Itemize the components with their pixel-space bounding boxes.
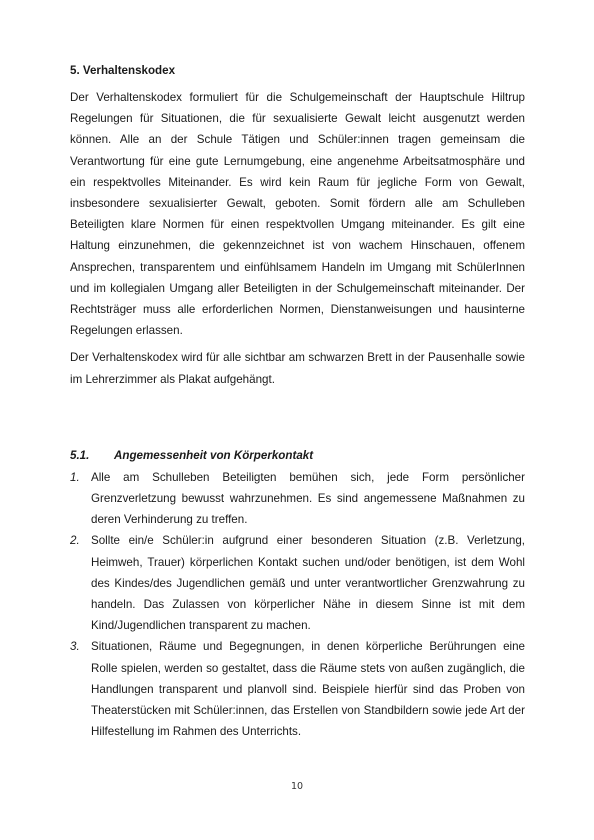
rules-list (70, 467, 525, 743)
section-paragraph-1: Der Verhaltenskodex formuliert für die Schulgemeinschaft der Hauptschule Hiltrup Regelungen für Situationen, die für sexualisierte Gewalt leicht ausgenutzt werden können. Alle an der Schule Tätigen und Schüler:innen tragen gemeinsam die Verantwortung für eine gute Lernumgebung, eine angenehme Arbeitsatmosphäre und ein respektvolles Miteinander. Es wird kein Raum für jegliche Form von Gewalt, insbesondere sexualisierter Gewalt, geboten. Somit fördern alle am Schulleben Beteiligten klare Normen für einen respektvollen Umgang miteinander. Es gilt eine Haltung einzunehmen, die gekennzeichnet ist von wachem Hinschauen, offenem Ansprechen, transparentem und einfühlsamem Handeln im Umgang mit SchülerInnen und im kollegialen Umgang aller Beteiligten in der Schulgemeinschaft miteinander. Der Rechtsträger muss alle erforderlichen Normen, Dienstanweisungen und hausinterne Regelungen erlassen. (70, 91, 525, 338)
list-item-marker: 3. (70, 640, 80, 654)
list-item-text: Alle am Schulleben Beteiligten bemühen sich, jede Form persönlicher Grenzverletzung bewusst wahrzunehmen. Es sind angemessene Maßnahmen zu deren Verhinderung zu treffen. (91, 470, 525, 527)
list-item (70, 636, 525, 742)
list-item-text: Sollte ein/e Schüler:in aufgrund einer besonderen Situation (z.B. Verletzung, Heimweh, Trauer) körperlichen Kontakt suchen und/oder benötigen, ist dem Wohl des Kindes/des Jugendlichen gemäß und unter verantwortlicher Grenzwahrung zu handeln. Das Zulassen von körperlicher Nähe in diesem Sinne ist mit dem Kind/Jugendlichen transparent zu machen. (91, 534, 525, 633)
subsection-heading (70, 448, 525, 463)
page-number: 10 (290, 781, 304, 792)
list-item-marker: 1. (70, 470, 80, 484)
section-paragraph-2: Der Verhaltenskodex wird für alle sichtbar am schwarzen Brett in der Pausenhalle sowie im Lehrerzimmer als Plakat aufgehängt. (70, 351, 525, 386)
list-item-text: Situationen, Räume und Begegnungen, in denen körperliche Berührungen eine Rolle spielen, werden so gestaltet, dass die Räume stets von außen zugänglich, die Handlungen transparent und planvoll sind. Beispiele hierfür sind das Proben von Theaterstücken mit Schüler:innen, das Erstellen von Standbildern sowie jede Art der Hilfestellung im Rahmen des Unterrichts. (91, 640, 525, 739)
subsection-number: 5.1. (70, 448, 90, 462)
list-item (70, 530, 525, 636)
subsection-title: Angemessenheit von Körperkontakt (114, 448, 314, 462)
list-item (70, 467, 525, 531)
document-page (70, 63, 525, 742)
list-item-marker: 2. (70, 534, 80, 548)
section-heading: 5. Verhaltenskodex (70, 64, 176, 77)
